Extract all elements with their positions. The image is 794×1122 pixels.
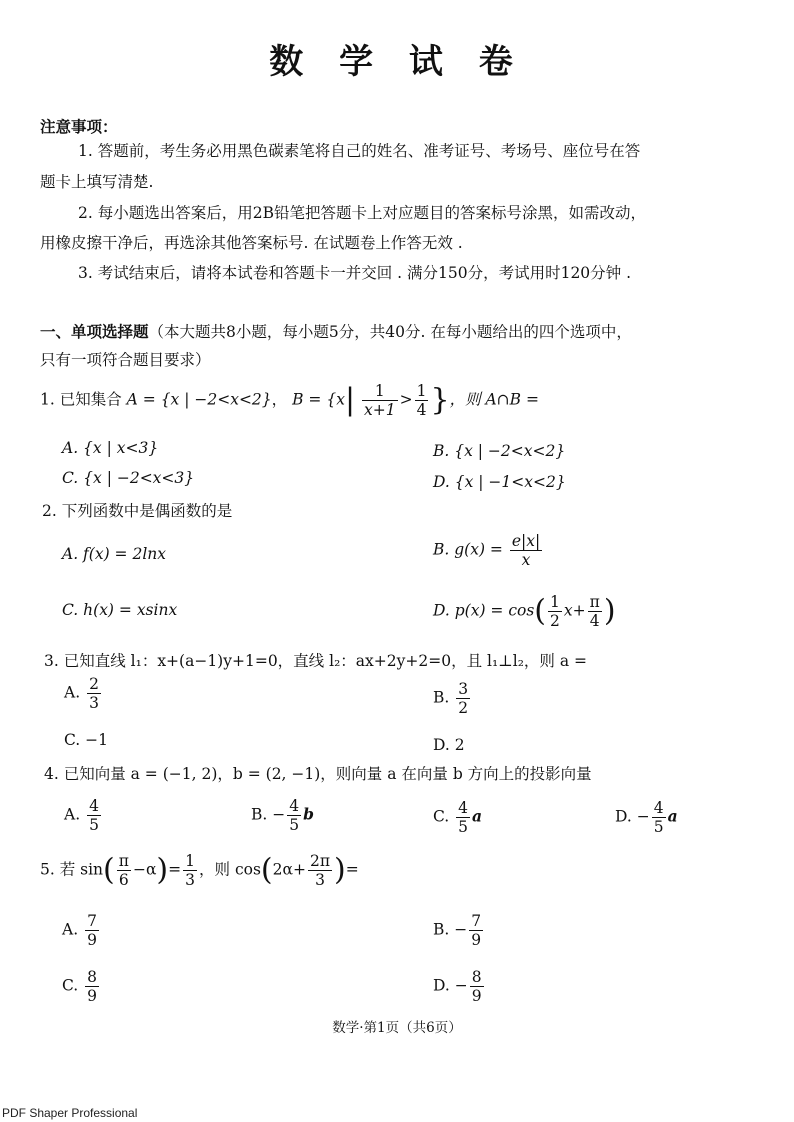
question-3-stem: 3. 已知直线 l₁：x+(a−1)y+1=0，直线 l₂：ax+2y+2=0，且 l₁⊥l₂，则 a = [44, 652, 587, 670]
q2-b-frac [510, 532, 542, 569]
q2-b-num: e|x| [511, 532, 541, 550]
q5-a-frac [85, 912, 99, 949]
notice-line-4: 用橡皮擦干净后，再选涂其他答案标号. 在试题卷上作答无效 . [40, 234, 463, 252]
q5-s-tail: −α [132, 860, 157, 879]
q5-b-label: B. − [433, 920, 468, 939]
question-1-stem: 1. 已知集合 A = {x | −2<x<2}， B = {x| $\frac{1}{x+1}$ > $\frac{1}{4}$ }，则 A∩B = [40, 382, 539, 419]
q1-set-b-left: B = {x [292, 390, 345, 409]
q5-c-frac [308, 852, 332, 889]
q4-b-label: B. − [251, 805, 286, 824]
q3-option-a [64, 675, 103, 712]
q2-d-frac-1 [548, 593, 562, 630]
q5-option-b [433, 912, 485, 949]
q4-c-den: 5 [458, 818, 469, 836]
q2-option-d [433, 593, 616, 630]
q4-c-vec: a [472, 806, 483, 826]
section-1-desc-1: （本大题共8小题，每小题5分，共40分. 在每小题给出的四个选项中， [148, 323, 632, 341]
q2-d-mid: x+ [563, 601, 586, 620]
notice-line-3: 2. 每小题选出答案后，用2B铅笔把答题卡上对应题目的答案标号涂黑，如需改动， [78, 204, 646, 222]
page-title: 数 学 试 卷 [269, 42, 525, 82]
q1-frac-right-den: 4 [416, 401, 427, 419]
q2-d-f1-num: 1 [550, 593, 560, 611]
q5-d-num: 8 [471, 968, 482, 986]
page-footer: 数学·第1页（共6页） [332, 1020, 462, 1036]
q5-r-num: 1 [185, 852, 196, 870]
q4-option-b [251, 797, 314, 834]
notice-heading: 注意事项： [40, 117, 118, 136]
q3-option-c: C. −1 [64, 731, 109, 749]
question-2-stem: 2. 下列函数中是偶函数的是 [42, 502, 233, 520]
q1-prefix: 1. 已知集合 [40, 390, 122, 409]
q3-a-num: 2 [89, 675, 99, 693]
q2-d-f1-den: 2 [550, 612, 560, 630]
q2-option-a: A. f(x) = 2lnx [62, 545, 167, 563]
q5-c-den2: 9 [87, 987, 98, 1005]
q2-b-prefix: B. g(x) = [433, 540, 503, 559]
q5-d-frac [470, 968, 484, 1005]
q5-lparen-2: ( [260, 852, 273, 888]
q4-option-a [64, 797, 103, 834]
q2-d-lparen: ( [534, 593, 547, 629]
q5-b-den: 9 [471, 931, 482, 949]
q1-ask: ，则 A∩B = [449, 390, 539, 409]
q1-option-d: D. {x | −1<x<2} [433, 473, 566, 491]
q1-bar: | [344, 382, 356, 418]
q3-option-b [433, 680, 472, 717]
q2-d-f2-den: 4 [589, 612, 600, 630]
q1-frac-left-num: 1 [362, 382, 398, 401]
q5-a-den: 9 [87, 931, 97, 949]
q1-frac-right-num: 1 [416, 382, 427, 400]
q1-frac-right [415, 382, 429, 419]
q2-option-c: C. h(x) = xsinx [62, 601, 178, 619]
notice-line-1: 1. 答题前，考生务必用黑色碳素笔将自己的姓名、准考证号、考场号、座位号在答 [78, 142, 641, 160]
q5-r-den: 3 [185, 871, 196, 889]
q1-set-a: A = {x | −2<x<2} [126, 390, 272, 409]
q5-s-frac [117, 852, 131, 889]
q5-prefix: 5. 若 sin [40, 860, 104, 879]
section-1-heading: 一、单项选择题 [40, 322, 149, 341]
q5-b-num: 7 [471, 912, 482, 930]
notice-line-5: 3. 考试结束后，请将本试卷和答题卡一并交回 . 满分150分，考试用时120分钟 . [78, 264, 632, 282]
q2-d-rparen: ) [603, 593, 616, 629]
q1-option-c: C. {x | −2<x<3} [62, 469, 195, 487]
q5-c-den: 3 [315, 871, 325, 889]
q5-mid: ，则 cos [199, 860, 261, 879]
q2-d-frac-2 [588, 593, 602, 630]
q5-s-den: 6 [118, 871, 129, 889]
q5-tail: = [345, 860, 359, 879]
question-4-stem: 4. 已知向量 a = (−1, 2)，b = (2, −1)，则向量 a 在向量 b 方向上的投影向量 [44, 765, 592, 783]
q5-b-frac [469, 912, 483, 949]
q2-d-f2-num: π [589, 593, 600, 611]
q3-b-label: B. [433, 688, 450, 707]
q5-c-head: 2α+ [272, 860, 306, 879]
q1-option-b: B. {x | −2<x<2} [433, 442, 566, 460]
q5-rparen-1: ) [156, 852, 169, 888]
q2-d-prefix: D. p(x) = cos [433, 601, 535, 620]
section-1-desc-2: 只有一项符合题目要求） [40, 351, 211, 369]
q4-c-num: 4 [458, 799, 469, 817]
q3-a-frac [87, 675, 101, 712]
watermark: PDF Shaper Professional [2, 1106, 138, 1120]
q5-c-frac-opt [85, 968, 99, 1005]
q5-eq: = [168, 860, 182, 879]
q3-b-num: 3 [458, 680, 469, 698]
q4-d-vec: a [667, 806, 678, 826]
q5-s-num: π [118, 852, 129, 870]
q4-a-frac [87, 797, 101, 834]
q1-gt: > [399, 390, 413, 409]
q1-frac-left-den: x+1 [364, 401, 396, 419]
q4-b-frac [287, 797, 301, 834]
q2-option-b [433, 532, 544, 569]
q4-c-frac [456, 799, 470, 836]
notice-line-2: 题卡上填写清楚. [40, 173, 154, 191]
q3-option-d: D. 2 [433, 736, 465, 754]
section-1-line-1 [40, 321, 632, 343]
q5-a-num: 7 [87, 912, 97, 930]
q4-b-den: 5 [289, 816, 300, 834]
q4-b-vec: b [303, 804, 314, 824]
q5-option-d [433, 968, 486, 1005]
q5-c-label: C. [62, 976, 79, 995]
q5-rparen-2: ) [334, 852, 346, 888]
q3-a-label: A. [64, 683, 81, 702]
q1-option-a: A. {x | x<3} [62, 439, 159, 457]
q5-d-den: 9 [471, 987, 482, 1005]
q5-option-a [62, 912, 101, 949]
q4-a-den: 5 [89, 816, 99, 834]
q3-a-den: 3 [89, 694, 99, 712]
q4-d-frac [652, 799, 666, 836]
q5-c-num: 2π [309, 852, 331, 870]
q1-set-b-right: } [430, 382, 450, 418]
q5-d-label: D. − [433, 976, 468, 995]
q4-a-num: 4 [89, 797, 99, 815]
q4-d-label: D. − [615, 807, 650, 826]
q3-b-frac [456, 680, 470, 717]
q4-option-d [615, 799, 678, 836]
q5-c-num2: 8 [87, 968, 98, 986]
q3-b-den: 2 [458, 699, 469, 717]
q4-c-label: C. [433, 807, 450, 826]
question-5-stem [40, 852, 359, 889]
q5-option-c [62, 968, 101, 1005]
q4-b-num: 4 [289, 797, 300, 815]
q4-d-num: 4 [653, 799, 664, 817]
q5-lparen-1: ( [103, 852, 115, 888]
q4-a-label: A. [64, 805, 81, 824]
q5-r-frac [183, 852, 197, 889]
q4-option-c [433, 799, 482, 836]
q5-a-label: A. [62, 920, 79, 939]
q4-d-den: 5 [653, 818, 664, 836]
q1-frac-left [362, 382, 398, 419]
q2-b-den: x [521, 551, 531, 569]
